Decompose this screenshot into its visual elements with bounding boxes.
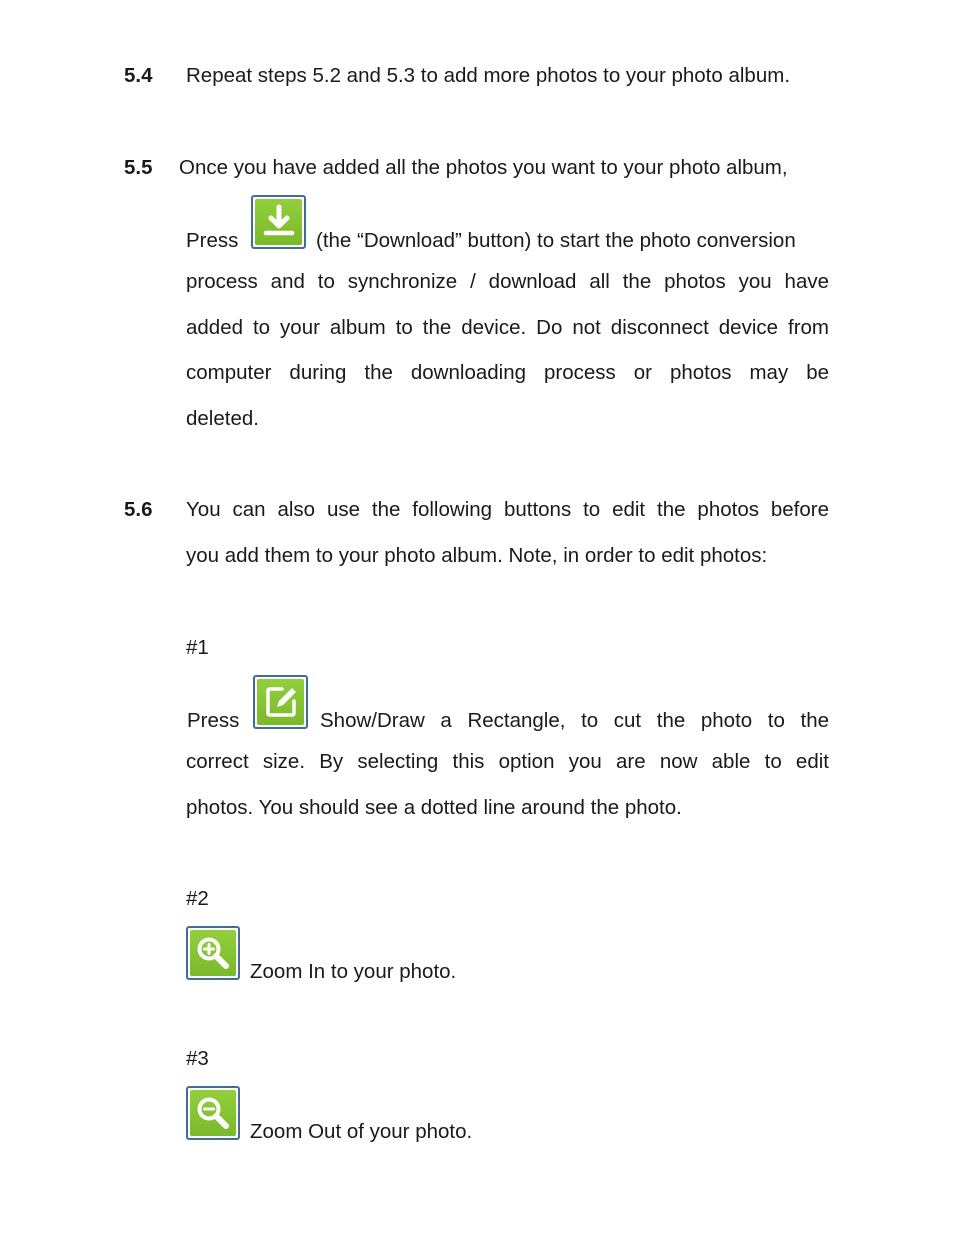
item-2-label: #2 [186,887,209,910]
zoom-out-icon [194,1094,232,1132]
section-5-5-line-4: computer during the downloading process or photos may be [186,361,829,384]
item-3-text: Zoom Out of your photo. [250,1120,473,1143]
zoom-in-button[interactable] [186,926,240,980]
section-number-5-4: 5.4 [124,64,153,87]
item-1-press-label: Press [187,709,240,732]
download-icon [260,203,298,241]
section-5-6-line-2: you add them to your photo album. Note, in order to edit photos: [186,544,768,567]
item-2-text: Zoom In to your photo. [250,960,457,983]
zoom-out-button[interactable] [186,1086,240,1140]
edit-rectangle-icon [262,683,300,721]
download-button[interactable] [251,195,306,249]
section-5-5-line-3: added to your album to the device. Do not disconnect device from [186,316,829,339]
press-label: Press [186,229,239,252]
item-1-label: #1 [186,636,209,659]
item-1-line-3: photos. You should see a dotted line around the photo. [186,796,682,819]
section-number-5-6: 5.6 [124,498,153,521]
draw-rectangle-button[interactable] [253,675,308,729]
section-5-5-intro: Once you have added all the photos you want to your photo album, [179,156,788,179]
section-5-4-text: Repeat steps 5.2 and 5.3 to add more photos to your photo album. [186,64,791,87]
section-number-5-5: 5.5 [124,156,153,179]
item-1-line-1: Show/Draw a Rectangle, to cut the photo to the [320,709,829,732]
section-5-5-line-1: (the “Download” button) to start the photo conversion [316,229,796,252]
section-5-6-line-1: You can also use the following buttons to edit the photos before [186,498,829,521]
section-5-5-line-2: process and to synchronize / download all the photos you have [186,270,829,293]
item-1-line-2: correct size. By selecting this option you are now able to edit [186,750,829,773]
item-3-label: #3 [186,1047,209,1070]
section-5-5-line-5: deleted. [186,407,259,430]
zoom-in-icon [194,934,232,972]
